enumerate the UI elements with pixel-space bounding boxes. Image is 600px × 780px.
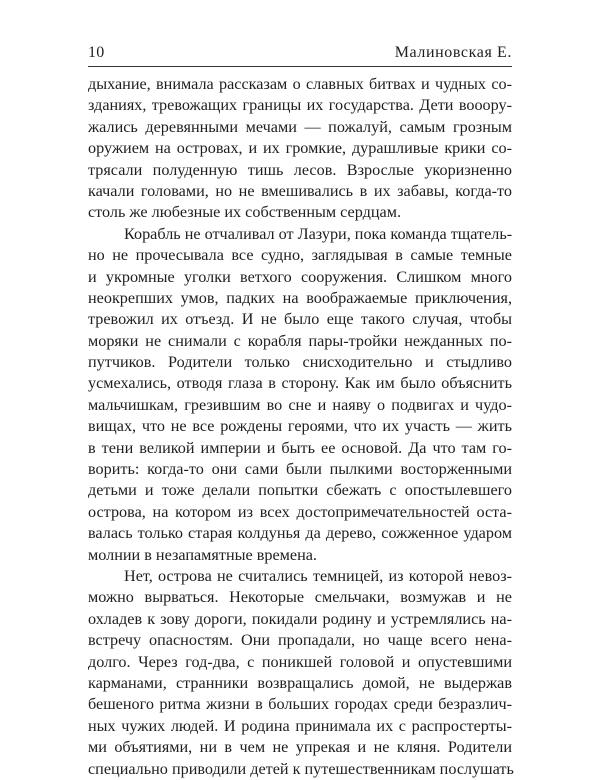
text-line: долго. Через год-два, с поникшей головой и опустевшими	[88, 652, 512, 671]
page-number: 10	[88, 44, 105, 61]
text-line: молнии в незапамятные времена.	[88, 545, 317, 564]
author-running-head: Малиновская Е.	[394, 44, 512, 61]
body-text	[88, 74, 512, 780]
text-line: мальчишкам, грезившим во сне и наяву о подвигах и чудо-	[88, 395, 512, 414]
text-line: усмехались, отводя глаза в сторону. Как им было объяснить	[88, 374, 512, 393]
text-line: охладев к зову дороги, покидали родину и устремлялись на-	[88, 609, 512, 628]
text-line: качали головами, но не вмешивались в их забавы, когда-то	[88, 181, 512, 200]
text-line: острова, на котором из всех достопримечательностей оста-	[88, 502, 512, 521]
text-line: тревожил их отъезд. И не было еще такого случая, чтобы	[88, 310, 512, 329]
text-line: зданиях, тревожащих границы их государства. Дети вооору-	[88, 96, 512, 115]
text-line: трясали полуденную тишь лесов. Взрослые укоризненно	[88, 160, 512, 179]
text-line: карманами, странники возвращались домой, не выдержав	[88, 673, 512, 692]
text-line: Корабль не отчаливал от Лазури, пока команда тщатель-	[124, 224, 513, 243]
text-line: Нет, острова не считались темницей, из которой невоз-	[124, 566, 512, 585]
text-line: ворить: когда-то они сами были пылкими восторженными	[88, 460, 512, 479]
text-line: ми объятиями, ни в чем не упрекая и не кляня. Родители	[88, 738, 512, 757]
text-line: жались деревянными мечами — пожалуй, самым грозным	[88, 117, 512, 136]
running-header	[88, 42, 512, 67]
text-line: столь же любезные их собственным сердцам.	[88, 203, 401, 222]
text-line: можно вырваться. Некоторые смельчаки, возмужав и не	[88, 588, 512, 607]
text-line: встречу опасностям. Они пропадали, но чаще всего нена-	[88, 631, 512, 650]
text-line: путчиков. Родители только снисходительно и стыдливо	[88, 353, 512, 372]
text-line: и укромные уголки ветхого сооружения. Слишком много	[88, 267, 512, 286]
text-line: но не прочесывала все судно, заглядывая в самые темные	[88, 246, 512, 265]
text-line: вищах, что не все рождены героями, что их участь — жить	[88, 417, 512, 436]
text-line: бешеного ритма жизни в больших городах среди безразлич-	[88, 695, 512, 714]
text-line: дыхание, внимала рассказам о славных битвах и чудных со-	[88, 75, 512, 93]
text-line: валась только старая колдунья да дерево, сожженное ударом	[88, 524, 512, 543]
text-line: в тени великой империи и быть ее основой. Да что там го-	[88, 438, 512, 457]
text-line: ных чужих людей. И родина принимала их с распростерты-	[88, 716, 512, 735]
text-line: детьми и тоже делали попытки сбежать с опостылевшего	[88, 481, 512, 500]
text-line: специально приводили детей к путешественникам послушать	[88, 759, 514, 778]
text-line: оружием на островах, и их громкие, дурашливые крики со-	[88, 139, 512, 158]
text-line: моряки не снимали с корабля пары-тройки нежданных по-	[88, 331, 512, 350]
text-line: неокрепших умов, падких на воображаемые приключения,	[88, 288, 512, 307]
